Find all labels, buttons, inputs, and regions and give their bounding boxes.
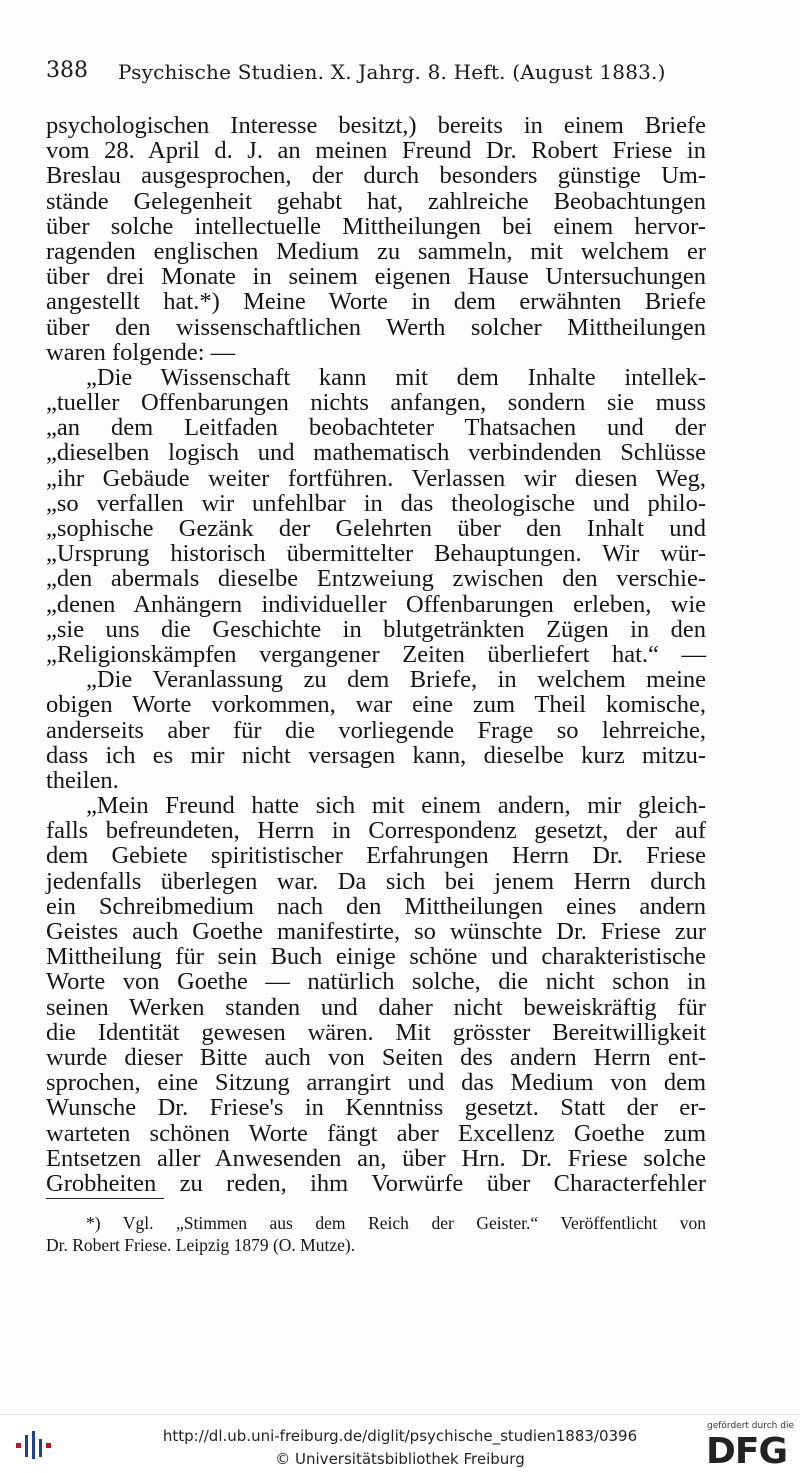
- text-line: „dieselben logisch und mathematisch verbindenden Schlüsse: [46, 439, 706, 467]
- viewer-footer: [0, 1414, 800, 1473]
- text-line: Grobheiten zu reden, ihm Vorwürfe über Characterfehler: [46, 1169, 706, 1197]
- text-line: über den wissenschaftlichen Werth solcher Mittheilungen: [46, 313, 706, 341]
- text-line: „tueller Offenbarungen nichts anfangen, sondern sie muss: [46, 389, 706, 417]
- body-text: [46, 113, 706, 1196]
- text-line: waren folgende: —: [46, 338, 236, 366]
- text-line: über solche intellectuelle Mittheilungen bei einem hervor-: [46, 212, 706, 240]
- dfg-caption: gefördert durch die: [707, 1421, 794, 1431]
- text-line: angestellt hat.*) Meine Worte in dem erwähnten Briefe: [46, 288, 706, 316]
- text-line: „Mein Freund hatte sich mit einem andern, mir gleich-: [86, 792, 706, 820]
- text-line: psychologischen Interesse besitzt,) bereits in einem Briefe: [46, 112, 706, 139]
- text-line: Geistes auch Goethe manifestirte, so wünschte Dr. Friese zur: [46, 918, 706, 945]
- footnote-line: *) Vgl. „Stimmen aus dem Reich der Geister.“ Veröffentlicht von: [86, 1213, 706, 1233]
- text-line: Worte von Goethe — natürlich solche, die nicht schon in: [46, 968, 706, 996]
- text-line: dem Gebiete spiritistischer Erfahrungen Herrn Dr. Friese: [46, 842, 706, 870]
- dfg-logo-text: DFG: [706, 1431, 788, 1472]
- text-line: anderseits aber für die vorliegende Frage so lehrreiche,: [46, 716, 706, 744]
- text-line: „an dem Leitfaden beobachteter Thatsachen und der: [46, 414, 706, 442]
- ub-freiburg-logo-icon[interactable]: [14, 1429, 54, 1463]
- text-line: seinen Werken standen und daher nicht beweiskräftig für: [46, 993, 706, 1021]
- text-line: wurde dieser Bitte auch von Seiten des andern Herrn ent-: [46, 1043, 706, 1071]
- text-line: „Ursprung historisch übermittelter Behauptungen. Wir wür-: [46, 540, 706, 568]
- permalink-url[interactable]: http://dl.ub.uni-freiburg.de/diglit/psychische_studien1883/0396: [162, 1427, 638, 1445]
- text-line: jedenfalls überlegen war. Da sich bei jenem Herrn durch: [46, 867, 706, 895]
- text-line: theilen.: [46, 766, 119, 794]
- text-line: ragenden englischen Medium zu sammeln, mit welchem er: [46, 237, 706, 265]
- text-line: die Identität gewesen wären. Mit grösster Bereitwilligkeit: [46, 1018, 706, 1046]
- text-line: „Religionskämpfen vergangener Zeiten überliefert hat.“ —: [46, 640, 706, 668]
- copyright-notice: © Universitätsbibliothek Freiburg: [275, 1450, 525, 1468]
- text-line: „denen Anhängern individueller Offenbarungen erleben, wie: [46, 590, 706, 618]
- text-line: „so verfallen wir unfehlbar in das theologische und philo-: [46, 489, 706, 517]
- text-line: warteten schönen Worte fängt aber Excellenz Goethe zum: [46, 1119, 706, 1147]
- page-header: [46, 58, 706, 88]
- text-line: „sie uns die Geschichte in blutgetränkten Zügen in den: [46, 615, 706, 643]
- text-line: ein Schreibmedium nach den Mittheilungen eines andern: [46, 892, 706, 920]
- text-line: stände Gelegenheit gehabt hat, zahlreiche Beobachtungen: [46, 187, 706, 215]
- text-line: obigen Worte vorkommen, war eine zum Theil komische,: [46, 691, 706, 719]
- text-line: vom 28. April d. J. an meinen Freund Dr. Robert Friese in: [46, 137, 706, 165]
- text-line: „sophische Gezänk der Gelehrten über den Inhalt und: [46, 515, 706, 542]
- text-line: Mittheilung für sein Buch einige schöne und charakteristische: [46, 943, 706, 971]
- running-title: Psychische Studien. X. Jahrg. 8. Heft. (August 1883.): [118, 60, 666, 84]
- page-number: 388: [46, 58, 88, 83]
- text-line: falls befreundeten, Herrn in Correspondenz gesetzt, der auf: [46, 817, 706, 845]
- text-line: Entsetzen aller Anwesenden an, über Hrn. Dr. Friese solche: [46, 1144, 706, 1172]
- text-line: „den abermals dieselbe Entzweiung zwischen den verschie-: [46, 565, 706, 593]
- text-line: sprochen, eine Sitzung arrangirt und das Medium von dem: [46, 1069, 706, 1097]
- dfg-logo-icon[interactable]: [700, 1421, 794, 1472]
- text-line: „ihr Gebäude weiter fortführen. Verlassen wir diesen Weg,: [46, 464, 706, 492]
- text-line: Wunsche Dr. Friese's in Kenntniss gesetzt. Statt der er-: [46, 1094, 706, 1122]
- footnote-line: Dr. Robert Friese. Leipzig 1879 (O. Mutze).: [46, 1235, 356, 1255]
- footnote: [46, 1212, 706, 1256]
- footnote-divider: [46, 1198, 164, 1199]
- text-line: „Die Veranlassung zu dem Briefe, in welchem meine: [86, 666, 706, 694]
- text-line: „Die Wissenschaft kann mit dem Inhalte intellek-: [86, 363, 706, 391]
- text-line: dass ich es mir nicht versagen kann, dieselbe kurz mitzu-: [46, 741, 706, 769]
- text-line: Breslau ausgesprochen, der durch besonders günstige Um-: [46, 162, 706, 190]
- text-line: über drei Monate in seinem eigenen Hause Untersuchungen: [46, 263, 706, 291]
